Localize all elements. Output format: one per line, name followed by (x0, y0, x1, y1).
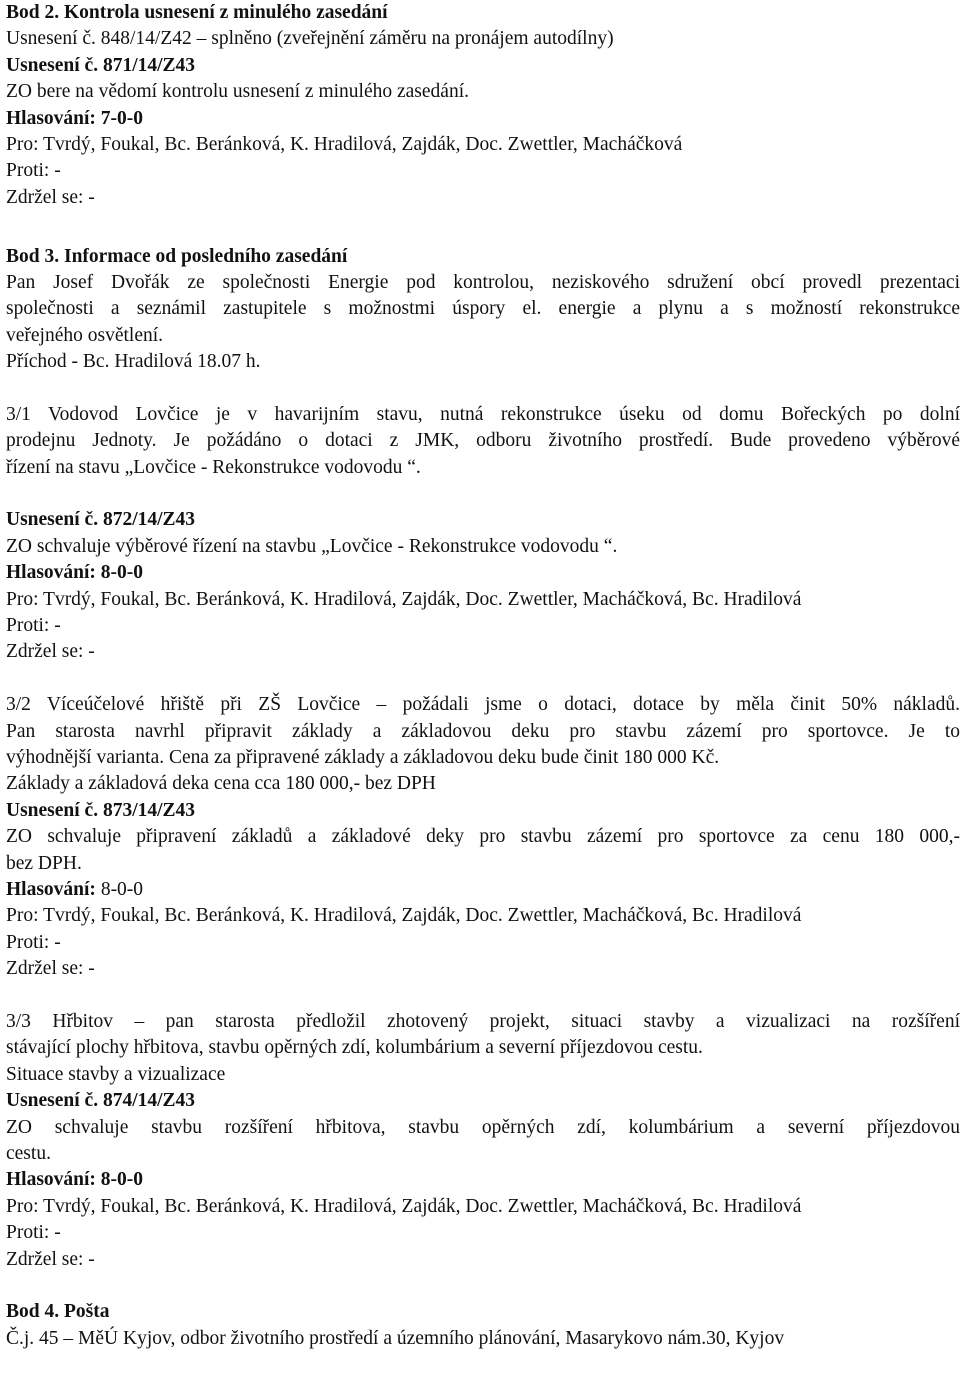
vote-result: Hlasování: 8-0-0 (6, 562, 144, 584)
vote-result: Hlasování: 8-0-0 (6, 1169, 144, 1191)
vote-result: Hlasování: 7-0-0 (6, 107, 144, 129)
paragraph-line: výhodnější varianta. Cena za připravené základy a základovou deku bude činit 180 000 Kč. (6, 747, 720, 769)
document-page (6, 0, 960, 1352)
paragraph-line: prodejnu Jednoty. Je požádáno o dotaci z JMK, odboru životního prostředí. Bude provedeno výběrové (6, 430, 960, 452)
vote-abstain: Zdržel se: - (6, 186, 95, 208)
resolution-number: Usnesení č. 873/14/Z43 (6, 799, 196, 821)
paragraph-line: Základy a základová deka cena cca 180 000,- bez DPH (6, 773, 436, 795)
spacer (6, 666, 960, 692)
resolution-text: ZO schvaluje stavbu rozšíření hřbitova, stavbu opěrných zdí, kolumbárium a severní příjezdovou (6, 1116, 960, 1138)
vote-for: Pro: Tvrdý, Foukal, Bc. Beránková, K. Hradilová, Zajdák, Doc. Zwettler, Macháčková, Bc. Hradilová (6, 1195, 802, 1217)
vote-for: Pro: Tvrdý, Foukal, Bc. Beránková, K. Hradilová, Zajdák, Doc. Zwettler, Macháčková, Bc. Hradilová (6, 588, 802, 610)
vote-against: Proti: - (6, 1222, 61, 1244)
resolution-text: bez DPH. (6, 852, 82, 874)
spacer (6, 983, 960, 1009)
mail-item: Č.j. 45 – MěÚ Kyjov, odbor životního prostředí a územního plánování, Masarykovo nám.30, Kyjov (6, 1327, 785, 1349)
paragraph-line: stávající plochy hřbitova, stavbu opěrných zdí, kolumbárium a severní příjezdovou cestu. (6, 1037, 703, 1059)
spacer (6, 481, 960, 507)
paragraph-line: Situace stavby a vizualizace (6, 1063, 226, 1085)
paragraph-line: 3/1 Vodovod Lovčice je v havarijním stavu, nutná rekonstrukce úseku od domu Bořeckých po dolní (6, 403, 960, 425)
paragraph-line: řízení na stavu „Lovčice - Rekonstrukce vodovodu “. (6, 456, 421, 478)
vote-abstain: Zdržel se: - (6, 1248, 95, 1270)
spacer (6, 376, 960, 402)
vote-result (6, 877, 960, 903)
paragraph-line: společnosti a seznámil zastupitele s možnostmi úspory el. energie a plynu a s možností rekonstrukce (6, 298, 960, 320)
paragraph-line: veřejného osvětlení. (6, 324, 164, 346)
vote-abstain: Zdržel se: - (6, 641, 95, 663)
resolution-text: cestu. (6, 1142, 51, 1164)
resolution-text: ZO schvaluje připravení základů a základové deky pro stavbu zázemí pro sportovce za cenu 180 000,- (6, 826, 960, 848)
vote-against: Proti: - (6, 931, 61, 953)
vote-label: Hlasování: (6, 879, 96, 900)
paragraph-line: Pan starosta navrhl připravit základy a základovou deku pro stavbu zázemí pro sportovce. Je to (6, 720, 960, 742)
paragraph-line: Pan Josef Dvořák ze společnosti Energie pod kontrolou, neziskového sdružení obcí provedl prezentaci (6, 271, 960, 293)
section-heading-bod-4: Bod 4. Pošta (6, 1301, 110, 1323)
resolution-text: ZO schvaluje výběrové řízení na stavbu „Lovčice - Rekonstrukce vodovodu “. (6, 535, 618, 557)
vote-value: 8-0-0 (100, 879, 144, 900)
vote-for: Pro: Tvrdý, Foukal, Bc. Beránková, K. Hradilová, Zajdák, Doc. Zwettler, Macháčková, Bc. Hradilová (6, 905, 802, 927)
spacer (6, 211, 960, 237)
vote-for: Pro: Tvrdý, Foukal, Bc. Beránková, K. Hradilová, Zajdák, Doc. Zwettler, Macháčková (6, 133, 683, 155)
section-heading-bod-3: Bod 3. Informace od posledního zasedání (6, 245, 348, 267)
paragraph-line: 3/2 Víceúčelové hřiště při ZŠ Lovčice – požádali jsme o dotaci, dotace by měla činit 50% nákladů. (6, 694, 960, 716)
vote-against: Proti: - (6, 615, 61, 637)
resolution-number: Usnesení č. 874/14/Z43 (6, 1090, 196, 1112)
paragraph-line: 3/3 Hřbitov – pan starosta předložil zhotovený projekt, situaci stavby a vizualizaci na rozšíření (6, 1010, 960, 1032)
arrival-note: Příchod - Bc. Hradilová 18.07 h. (6, 351, 261, 373)
resolution-status-line: Usnesení č. 848/14/Z42 – splněno (zveřejnění záměru na pronájem autodílny) (6, 28, 614, 50)
spacer (6, 1273, 960, 1299)
section-heading-bod-2: Bod 2. Kontrola usnesení z minulého zasedání (6, 2, 388, 23)
vote-abstain: Zdržel se: - (6, 958, 95, 980)
resolution-text: ZO bere na vědomí kontrolu usnesení z minulého zasedání. (6, 81, 469, 103)
resolution-number: Usnesení č. 871/14/Z43 (6, 54, 196, 76)
vote-against: Proti: - (6, 160, 61, 182)
resolution-number: Usnesení č. 872/14/Z43 (6, 509, 196, 531)
